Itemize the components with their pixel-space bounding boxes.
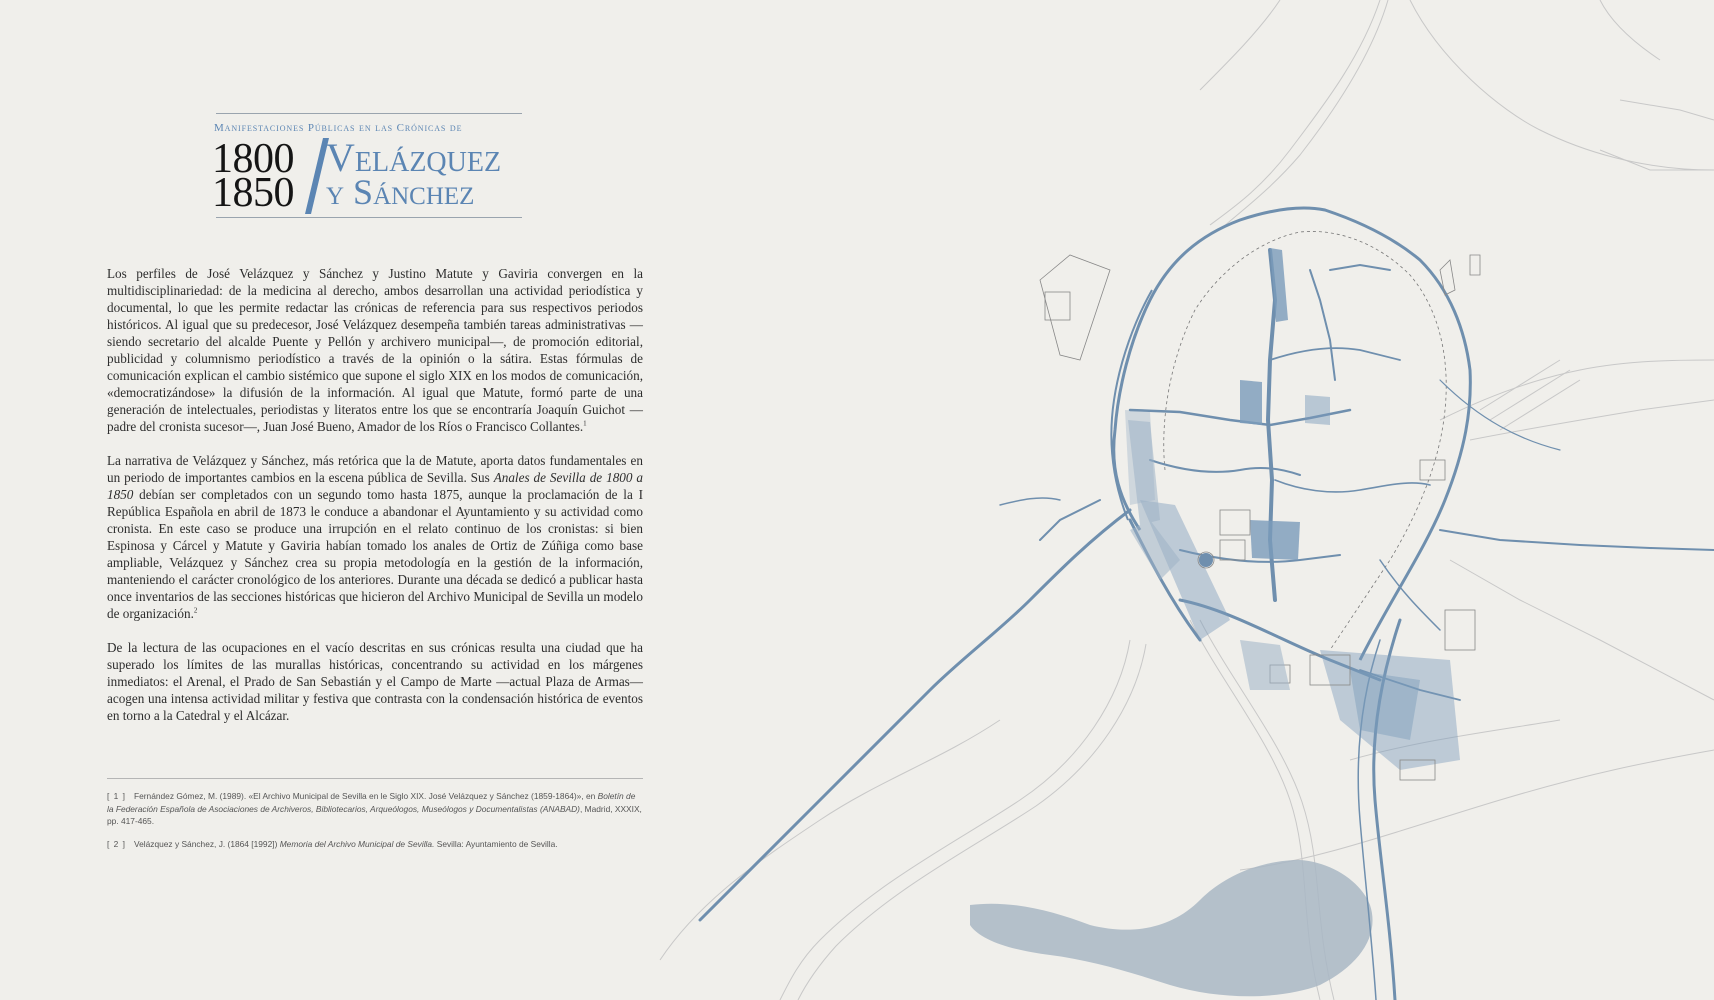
body-text (107, 265, 643, 724)
title-block (212, 112, 524, 220)
footnote-2-number: [ 2 ] (107, 838, 126, 849)
title-top-rule (216, 113, 522, 114)
title-year-end: 1850 (212, 170, 294, 216)
title-author-line2: y Sánchez (326, 172, 475, 212)
footnote-ref-2: 2 (193, 606, 198, 615)
footnote-divider (107, 778, 643, 779)
paragraph-2-text-b: debían ser completados con un segundo tomo hasta 1875, aunque la proclamación de la I República Española en abril de 1873 le conduce a abandonar el Ayuntamiento y su actividad como cronista. En este caso se produce una irrupción en el relato continuo de los cronistas: si bien Espinosa y Cárcel y Matute y Gaviria habían tomado los anales de Ortiz de Zúñiga como base ampliable, Velázquez y Sánchez crea su propia metodología en la gestión de la información, manteniendo el carácter cronológico de los anteriores. Durante una década se dedicó a publicar hasta once inventarios de las secciones históricas que hicieron del Archivo Municipal de Sevilla un modelo de organización. (107, 487, 643, 621)
footnote-1-number: [ 1 ] (107, 791, 126, 801)
footnote-ref-1: 1 (583, 419, 587, 428)
footnotes (107, 790, 643, 860)
plaza-circle-icon (1199, 553, 1213, 567)
paragraph-1 (107, 265, 643, 435)
river-area (970, 860, 1373, 996)
footnote-1 (107, 790, 643, 828)
paragraph-2-book-title: Anales de Sevilla de 1800 a 1850 (107, 470, 643, 502)
footnote-1-italic: Boletín de la Federación Española de Asociaciones de Archiveros, Bibliotecarios, Arqueólogos, Museólogos y Documentalistas (ANABAD) (107, 791, 636, 814)
title-supertitle: Manifestaciones Públicas en las Crónicas de (214, 122, 463, 134)
footnote-2-text-b: Sevilla: Ayuntamiento de Sevilla. (434, 838, 558, 849)
footnote-2-italic: Memoria del Archivo Municipal de Sevilla. (279, 838, 435, 849)
paragraph-2-text-a: La narrativa de Velázquez y Sánchez, más retórica que la de Matute, aporta datos fundamentales en un periodo de importantes cambios en la escena pública de Sevilla. Sus (107, 453, 643, 485)
title-year-start: 1800 (212, 136, 294, 182)
paragraph-3: De la lectura de las ocupaciones en el vacío descritas en sus crónicas resulta una ciudad que ha superado los límites de las murallas históricas, concentrando su actividad en los márgenes inmediatos: el Arenal, el Prado de San Sebastián y el Campo de Marte —actual Plaza de Armas— acogen una intensa actividad militar y festiva que contrasta con la condensación histórica de eventos en torno a la Catedral y el Alcázar. (107, 640, 643, 723)
footnote-2-text-a: Velázquez y Sánchez, J. (1864 [1992]) (133, 838, 280, 849)
paragraph-1-text: Los perfiles de José Velázquez y Sánchez y Justino Matute y Gaviria convergen en la multidisciplinariedad: de la medicina al derecho, ambos desarrollan una actividad periodística y documental, lo que les permite redactar las crónicas de referencia para sus respectivos periodos históricos. Al igual que su predecesor, José Velázquez desempeña también tareas administrativas —siendo secretario del alcalde Puente y Pellón y archivero municipal—, de promoción editorial, publicidad y columnismo periodístico a través de la opinión o la sátira. Estas fórmulas de comunicación explican el cambio sistémico que supone el siglo XIX en los modos de comunicación, «democratizándose» la difusión de la información. Al igual que Matute, formó parte de una generación de intelectuales, periodistas y literatos entre los que se encontraría Joaquín Guichot —padre del cronista sucesor—, Juan José Bueno, Amador de los Ríos o Francisco Collantes. (107, 266, 643, 434)
map-blocks (1125, 248, 1460, 770)
footnote-1-text-a: Fernández Gómez, M. (1989). «El Archivo Municipal de Sevilla en le Siglo XIX. José Velázquez y Sánchez (1859-1864)», en (133, 791, 598, 801)
paragraph-2 (107, 452, 643, 622)
footnote-1-text-b: , Madrid, XXXIX, pp. 417-465. (107, 803, 642, 826)
seville-city-map (640, 0, 1714, 1000)
title-bottom-rule (216, 217, 522, 218)
map-background-lines (660, 0, 1714, 1000)
title-author-line1: Velázquez (326, 135, 502, 180)
footnote-2 (107, 838, 643, 851)
